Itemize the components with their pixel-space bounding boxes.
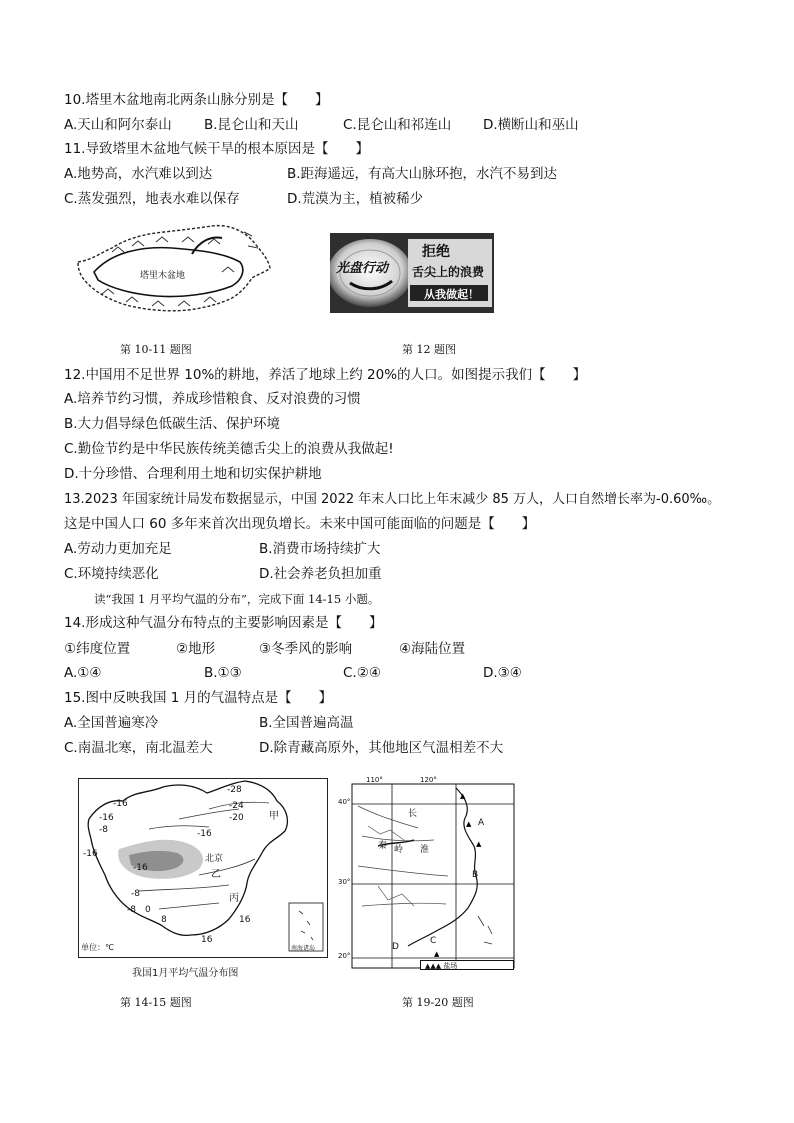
lon-label-110: 110°: [366, 776, 383, 784]
poster-title: 拒绝: [422, 244, 450, 260]
isotherm-label: -16: [83, 849, 98, 859]
isotherm-label: -24: [229, 801, 244, 811]
q15-option-c: C.南温北寒，南北温差大: [64, 740, 213, 756]
q13-option-b: B.消费市场持续扩大: [259, 541, 381, 557]
isotherm-label: -16: [133, 863, 148, 873]
poster-slogan: 从我做起！: [424, 288, 479, 301]
isotherm-label: -28: [227, 785, 242, 795]
svg-text:▲: ▲: [476, 840, 482, 848]
q11-option-d: D.荒漠为主，植被稀少: [287, 191, 424, 207]
q14-option-c: C.②④: [343, 665, 381, 681]
isotherm-label: -8: [99, 825, 108, 835]
place-label-beijing: 北京: [205, 854, 224, 864]
clean-plate-poster: [330, 233, 494, 313]
isotherm-label: 8: [161, 915, 167, 925]
q14-factor-2: ②地形: [176, 641, 216, 657]
lon-label-120: 120°: [420, 776, 437, 784]
q15-option-a: A.全国普遍寒冷: [64, 715, 159, 731]
q15-option-b: B.全国普遍高温: [259, 715, 354, 731]
q11-option-a: A.地势高，水汽难以到达: [64, 166, 213, 182]
svg-text:▲: ▲: [466, 820, 472, 828]
place-label-bing: 丙: [229, 893, 239, 904]
tarim-basin-label: 塔里木盆地: [140, 271, 186, 281]
isotherm-label: -20: [229, 813, 244, 823]
q13-option-a: A.劳动力更加充足: [64, 541, 172, 557]
lat-label-40: 40°: [338, 798, 351, 806]
place-label: 淮: [420, 845, 430, 855]
svg-text:▲: ▲: [434, 950, 440, 958]
isotherm-label: -16: [113, 799, 128, 809]
q14-option-d: D.③④: [483, 665, 522, 681]
fig-14-15-caption: 第 14-15 题图: [120, 996, 192, 1009]
salt-field-legend: ▲▲▲ 盐场: [420, 960, 514, 970]
q12-option-d: D.十分珍惜、合理利用土地和切实保护耕地: [64, 466, 322, 482]
salt-field-map: [338, 776, 516, 972]
isotherm-label: 16: [201, 935, 213, 945]
isotherm-label: 0: [145, 905, 151, 915]
q15-option-d: D.除青藏高原外，其他地区气温相差不大: [259, 740, 504, 756]
january-temperature-map: [78, 778, 328, 958]
q11-option-c: C.蒸发强烈，地表水难以保存: [64, 191, 240, 207]
poster-left-text: 光盘行动: [336, 261, 389, 276]
unit-label: 单位：℃: [81, 943, 114, 952]
q14-factor-1: ①纬度位置: [64, 641, 131, 657]
fig-12-caption: 第 12 题图: [402, 343, 456, 356]
south-china-sea-inset-label: 南海诸岛: [291, 945, 316, 952]
q12-option-a: A.培养节约习惯，养成珍惜粮食、反对浪费的习惯: [64, 391, 361, 407]
q10-option-c: C.昆仑山和祁连山: [343, 117, 452, 133]
q11-option-b: B.距海遥远，有高大山脉环抱，水汽不易到达: [287, 166, 558, 182]
q13-stem-line2: 这是中国人口 60 多年来首次出现负增长。未来中国可能面临的问题是【 】: [64, 516, 536, 532]
q14-option-b: B.①③: [204, 665, 242, 681]
tarim-basin-map: [72, 222, 272, 327]
place-label-yi: 乙: [211, 869, 221, 880]
q12-stem: 12.中国用不足世界 10%的耕地，养活了地球上约 20%的人口。如图提示我们【 】: [64, 367, 587, 383]
q14-stem: 14.形成这种气温分布特点的主要影响因素是【 】: [64, 615, 383, 631]
place-label: 秦: [378, 841, 388, 851]
place-label-b: B: [472, 870, 479, 880]
q10-option-a: A.天山和阿尔泰山: [64, 117, 172, 133]
q11-stem: 11.导致塔里木盆地气候干旱的根本原因是【 】: [64, 141, 369, 157]
isotherm-label: -8: [131, 889, 140, 899]
place-label-jia: 甲: [269, 811, 279, 822]
fig-14-15-title: 我国1月平均气温分布图: [132, 968, 239, 979]
q14-factor-4: ④海陆位置: [399, 641, 466, 657]
poster-subtitle: 舌尖上的浪费: [412, 265, 485, 279]
q15-stem: 15.图中反映我国 1 月的气温特点是【 】: [64, 690, 333, 706]
isotherm-label: -16: [99, 813, 114, 823]
isotherm-label: 16: [239, 915, 251, 925]
triangle-icon: ▲▲▲: [425, 962, 444, 970]
svg-text:▲: ▲: [460, 792, 466, 800]
q14-factor-3: ③冬季风的影响: [259, 641, 353, 657]
place-label: 长: [408, 809, 418, 819]
fig-19-20-caption: 第 19-20 题图: [402, 996, 474, 1009]
q12-option-b: B.大力倡导绿色低碳生活、保护环境: [64, 416, 281, 432]
q10-option-b: B.昆仑山和天山: [204, 117, 299, 133]
place-label-c: C: [430, 936, 437, 946]
fig-10-11-caption: 第 10-11 题图: [120, 343, 192, 356]
isotherm-label: -16: [197, 829, 212, 839]
q14-option-a: A.①④: [64, 665, 102, 681]
lat-label-20: 20°: [338, 952, 351, 960]
lat-label-30: 30°: [338, 878, 351, 886]
note-14-15: 读“我国 1 月平均气温的分布”，完成下面 14-15 小题。: [94, 592, 380, 606]
q13-option-d: D.社会养老负担加重: [259, 566, 382, 582]
q13-stem-line1: 13.2023 年国家统计局发布数据显示，中国 2022 年末人口比上年末减少 85 万人，人口自然增长率为-0.60‰。: [64, 492, 721, 507]
q12-option-c: C.勤俭节约是中华民族传统美德舌尖上的浪费从我做起!: [64, 441, 394, 457]
place-label-d: D: [392, 942, 399, 952]
place-label-a: A: [478, 818, 485, 828]
isotherm-label: -8: [127, 905, 136, 915]
q10-stem: 10.塔里木盆地南北两条山脉分别是【 】: [64, 92, 329, 108]
q13-option-c: C.环境持续恶化: [64, 566, 159, 582]
place-label: 岭: [394, 845, 404, 855]
q10-option-d: D.横断山和巫山: [483, 117, 579, 133]
